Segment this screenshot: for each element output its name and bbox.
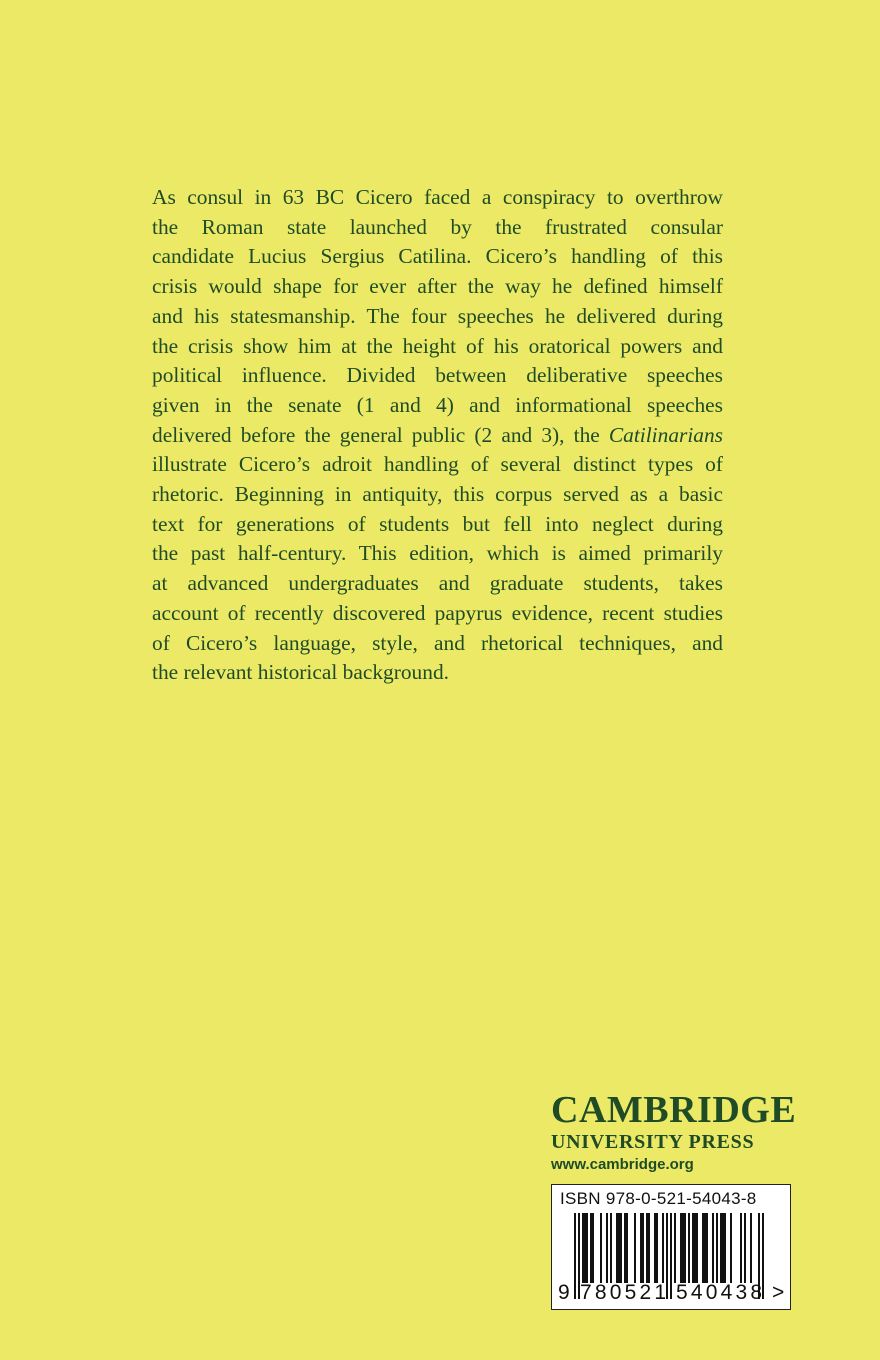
barcode-bar [720, 1213, 722, 1283]
description-line-16: of Cicero’s language, style, and rhetorical techniques, and [152, 630, 723, 655]
description-line-10: illustrate Cicero’s adroit handling of several distinct types of [152, 452, 723, 477]
barcode-bar [696, 1213, 698, 1283]
barcode-bar [680, 1213, 682, 1283]
barcode-bar [634, 1213, 636, 1283]
description-line-1: As consul in 63 BC Cicero faced a conspiracy to overthrow [152, 185, 723, 209]
barcode-bar [618, 1213, 620, 1283]
barcode-bar [740, 1213, 742, 1283]
description-line-9-text: delivered before the general public (2 and 3), the [152, 422, 609, 447]
barcode-bar [600, 1213, 602, 1283]
barcode-bar [750, 1213, 752, 1283]
barcode-bar [704, 1213, 706, 1283]
barcode-bar [624, 1213, 626, 1283]
barcode-bar [724, 1213, 726, 1283]
barcode-bar [590, 1213, 592, 1283]
isbn-barcode [551, 1184, 791, 1310]
description-line-7: political influence. Divided between deliberative speeches [152, 363, 723, 388]
description-line-2: the Roman state launched by the frustrated consular [152, 214, 723, 239]
barcode-bar [712, 1213, 714, 1283]
barcode-bar [662, 1213, 664, 1283]
barcode-right-group: 540438 [676, 1281, 766, 1304]
publisher-logo [551, 1089, 797, 1176]
description-line-15: account of recently discovered papyrus evidence, recent studies [152, 600, 723, 625]
barcode-bar [654, 1213, 656, 1283]
barcode-bar [648, 1213, 650, 1283]
barcode-digits [552, 1281, 790, 1307]
publisher-subtitle: UNIVERSITY PRESS [551, 1131, 755, 1153]
barcode-bar [606, 1213, 608, 1283]
barcode-bar [582, 1213, 584, 1283]
barcode-bar [692, 1213, 694, 1283]
description-line-5: and his statesmanship. The four speeches he delivered during [152, 303, 723, 328]
barcode-bar [730, 1213, 732, 1283]
barcode-bar [640, 1213, 642, 1283]
barcode-bar [620, 1213, 622, 1283]
barcode-bar [586, 1213, 588, 1283]
barcode-bar [706, 1213, 708, 1283]
barcode-lead-digit: 9 [558, 1281, 570, 1304]
barcode-bar [684, 1213, 686, 1283]
barcode-left-group: 780521 [580, 1281, 670, 1304]
barcode-arrow: > [772, 1281, 785, 1304]
barcode-bar [722, 1213, 724, 1283]
barcode-bar [682, 1213, 684, 1283]
barcode-bar [744, 1213, 746, 1283]
description-line-11: rhetoric. Beginning in antiquity, this corpus served as a basic [152, 482, 723, 507]
barcode-bar [674, 1213, 676, 1283]
barcode-bar [610, 1213, 612, 1283]
publisher-url: www.cambridge.org [551, 1156, 694, 1173]
book-title-italic: Catilinarians [608, 422, 723, 447]
description-line-4: crisis would shape for ever after the way he defined himself [152, 274, 723, 299]
description-line-8: given in the senate (1 and 4) and informational speeches [152, 392, 723, 417]
description-line-6: the crisis show him at the height of his oratorical powers and [152, 333, 723, 358]
barcode-bar [716, 1213, 718, 1283]
barcode-bar [656, 1213, 658, 1283]
description-line-17: the relevant historical background. [152, 660, 449, 685]
book-description [152, 183, 723, 688]
isbn-label: ISBN 978-0-521-54043-8 [560, 1189, 757, 1208]
description-line-3: candidate Lucius Sergius Catilina. Cicero’s handling of this [152, 244, 723, 269]
barcode-bar [646, 1213, 648, 1283]
barcode-bar [626, 1213, 628, 1283]
barcode-bar [616, 1213, 618, 1283]
barcode-bar [642, 1213, 644, 1283]
description-line-13: the past half-century. This edition, which is aimed primarily [152, 541, 723, 566]
publisher-name: CAMBRIDGE [551, 1089, 797, 1131]
barcode-bar [694, 1213, 696, 1283]
description-line-9 [152, 421, 723, 451]
description-line-12: text for generations of students but fell into neglect during [152, 511, 723, 536]
description-line-14: at advanced undergraduates and graduate students, takes [152, 571, 723, 596]
barcode-bar [702, 1213, 704, 1283]
barcode-bar [592, 1213, 594, 1283]
barcode-bar [688, 1213, 690, 1283]
barcode-bar [584, 1213, 586, 1283]
